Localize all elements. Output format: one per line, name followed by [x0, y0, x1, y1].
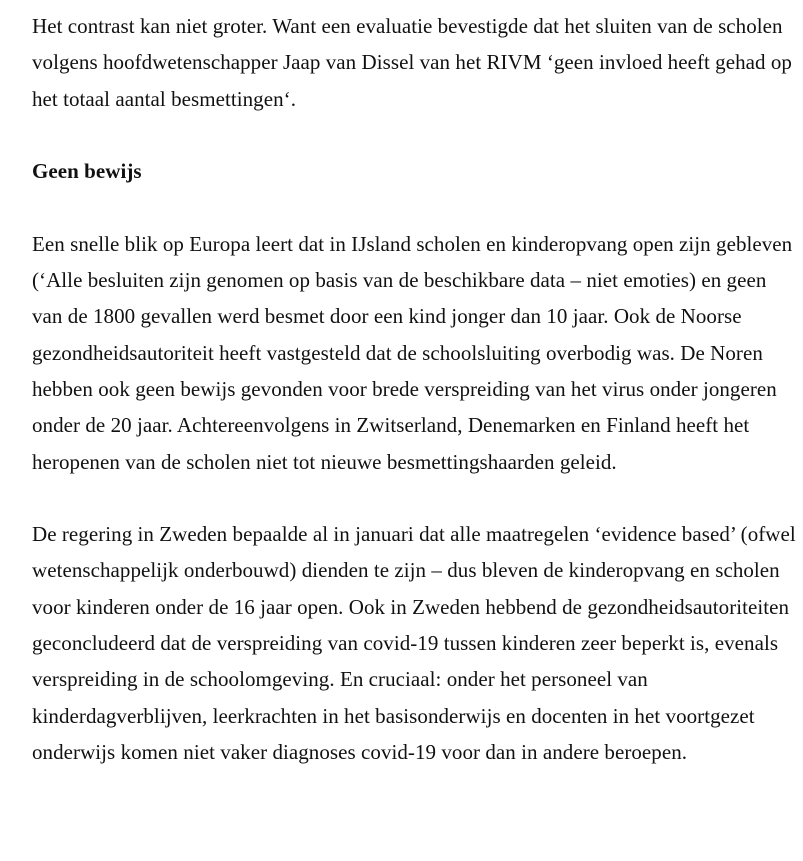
article-body [32, 8, 800, 770]
paragraph-spacer [32, 480, 800, 516]
section-heading: Geen bewijs [32, 159, 142, 184]
paragraph-europe: Een snelle blik op Europa leert dat in IJsland scholen en kinderopvang open zijn gebleven (‘Alle besluiten zijn genomen op basis van de beschikbare data – niet emoties) en geen van de 1800 gevallen werd besmet door een kind jonger dan 10 jaar. Ook de Noorse gezondheidsautoriteit heeft vastgesteld dat de schoolsluiting overbodig was. De Noren hebben ook geen bewijs gevonden voor brede verspreiding van het virus onder jongeren onder de 20 jaar. Achtereenvolgens in Zwitserland, Denemarken en Finland heeft het heropenen van de scholen niet tot nieuwe besmettingshaarden geleid. [32, 231, 793, 474]
paragraph-spacer [32, 189, 800, 225]
paragraph-sweden: De regering in Zweden bepaalde al in januari dat alle maatregelen ‘evidence based’ (ofwel wetenschappelijk onderbouwd) dienden te zijn – dus bleven de kinderopvang en scholen voor kinderen onder de 16 jaar open. Ook in Zweden hebbend de gezondheidsautoriteiten geconcludeerd dat de verspreiding van covid-19 tussen kinderen zeer beperkt is, evenals verspreiding in de schoolomgeving. En cruciaal: onder het personeel van kinderdagverblijven, leerkrachten in het basisonderwijs en docenten in het voortgezet onderwijs komen niet vaker diagnoses covid-19 voor dan in andere beroepen. [32, 522, 796, 764]
paragraph-intro: Het contrast kan niet groter. Want een evaluatie bevestigde dat het sluiten van de scholen volgens hoofdwetenschapper Jaap van Dissel van het RIVM ‘geen invloed heeft gehad op het totaal aantal besmettingen‘. [32, 14, 792, 111]
paragraph-spacer [32, 117, 800, 153]
